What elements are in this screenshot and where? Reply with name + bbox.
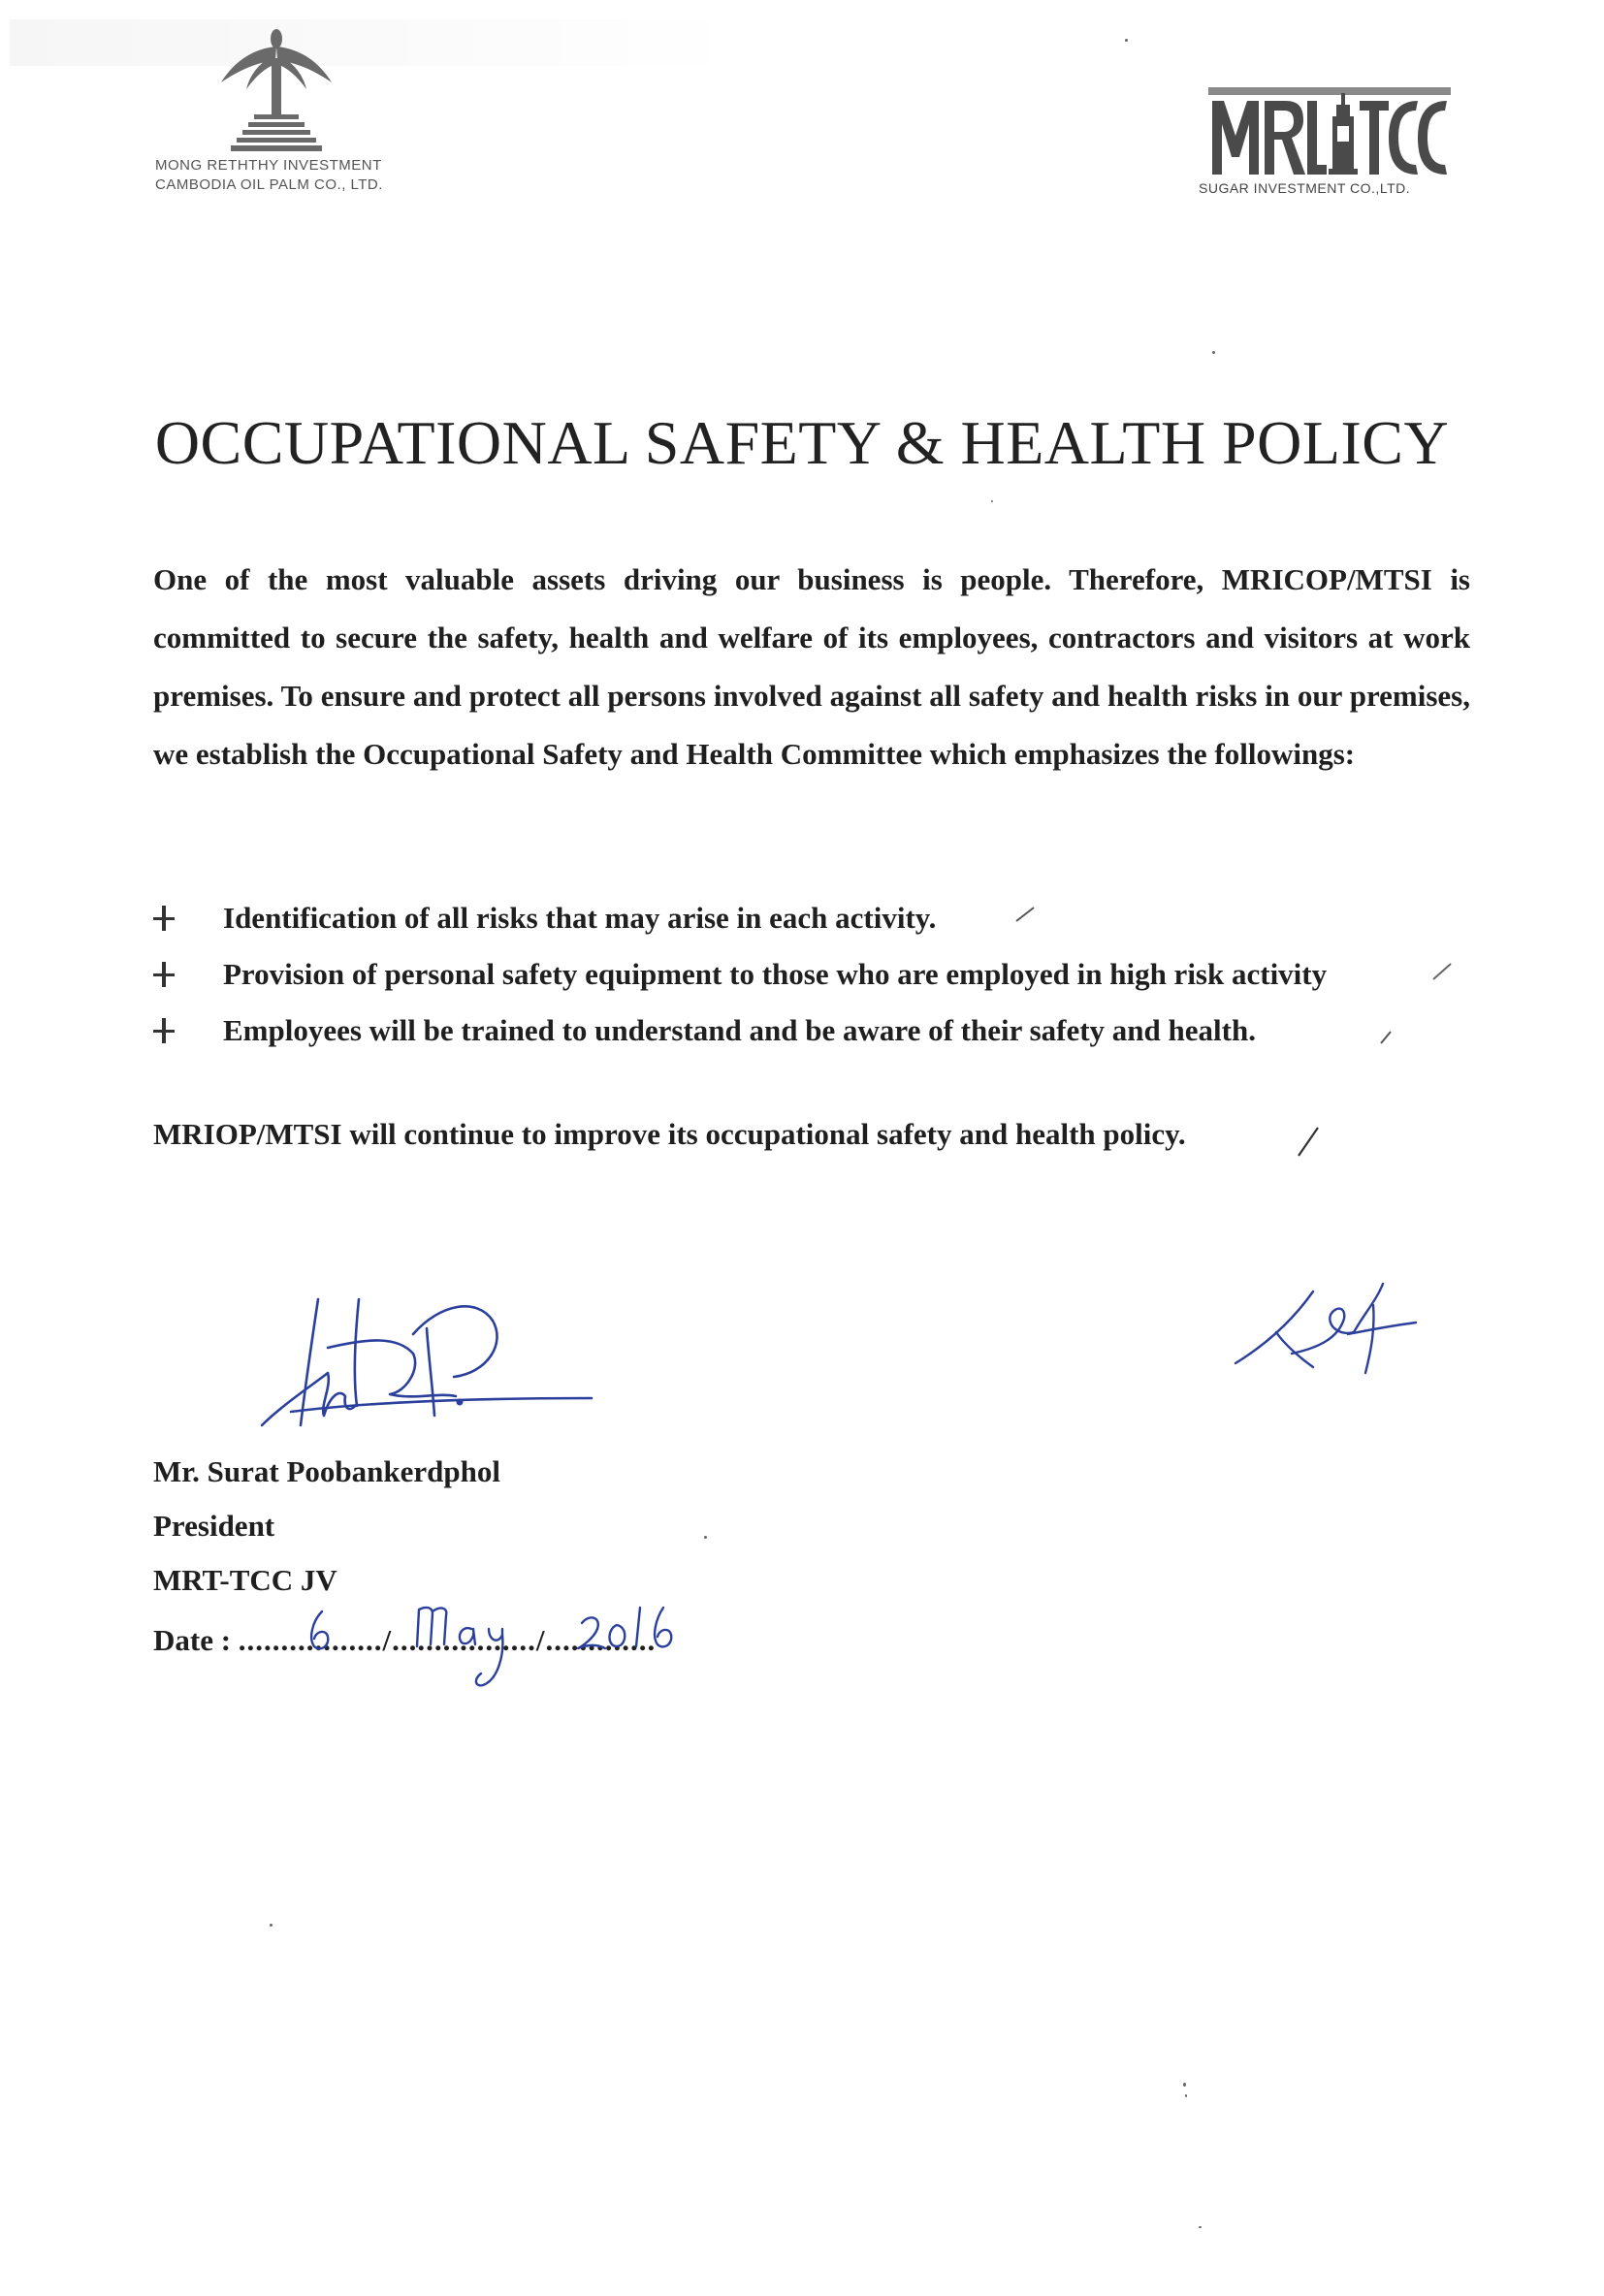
arrow-down-bullet-icon (153, 1018, 175, 1043)
handwritten-date (291, 1586, 718, 1693)
date-dotted-line: ................./................./............. (238, 1623, 657, 1657)
signatory-organization: MRT-TCC JV (153, 1563, 337, 1597)
check-mark-icon (1014, 904, 1036, 927)
scan-speck (1183, 2083, 1186, 2087)
closing-statement: MRIOP/MTSI will continue to improve its occupational safety and health policy. (153, 1117, 1186, 1151)
president-signature (223, 1280, 611, 1445)
scan-speck (1185, 2094, 1187, 2097)
scan-speck (1199, 2226, 1202, 2228)
signatory-name: Mr. Surat Poobankerdphol (153, 1454, 500, 1488)
arrow-down-bullet-icon (153, 906, 175, 931)
list-item (153, 890, 1453, 946)
check-mark-icon (1296, 1125, 1321, 1160)
bullet-text: Provision of personal safety equipment to those who are employed in high risk activity (223, 957, 1328, 991)
list-item (153, 946, 1453, 1003)
scan-speck (1212, 351, 1215, 354)
scan-speck (991, 500, 993, 502)
list-item (153, 1003, 1453, 1059)
mongreththy-logo (155, 29, 407, 204)
date-label: Date : (153, 1623, 232, 1657)
scan-speck (1125, 39, 1128, 42)
scan-speck (704, 1536, 707, 1539)
approval-initials-signature (1232, 1280, 1426, 1387)
signatory-position: President (153, 1509, 275, 1543)
mrt-tcc-logo (1199, 87, 1480, 204)
check-mark-icon (1377, 1024, 1398, 1047)
mrt-tcc-wordmark-icon (1208, 87, 1451, 179)
logo-left-line1: MONG RETHTHY INVESTMENT (155, 157, 382, 174)
page-title: OCCUPATIONAL SAFETY & HEALTH POLICY (154, 408, 1450, 477)
policy-bullet-list (153, 890, 1453, 1059)
logo-left-line2: CAMBODIA OIL PALM CO., LTD. (155, 176, 383, 193)
logo-right-subtitle: SUGAR INVESTMENT CO.,LTD. (1199, 180, 1411, 196)
signatory-block (153, 1445, 500, 1608)
bullet-text: Identification of all risks that may arise in each activity. (223, 901, 937, 935)
bullet-text: Employees will be trained to understand and be aware of their safety and health. (223, 1013, 1256, 1047)
check-mark-icon (1431, 960, 1453, 983)
intro-paragraph: One of the most valuable assets driving our business is people. Therefore, MRICOP/MTSI is committed to secure the safety, health and welfare of its employees, contractors and visitors at work premises. To ensure and protect all persons involved against all safety and health risks in our premises, we establish the Occupational Safety and Health Committee which emphasizes the followings: (153, 562, 1470, 771)
palm-tree-icon (213, 29, 339, 155)
scan-speck (270, 1924, 273, 1927)
arrow-down-bullet-icon (153, 962, 175, 987)
